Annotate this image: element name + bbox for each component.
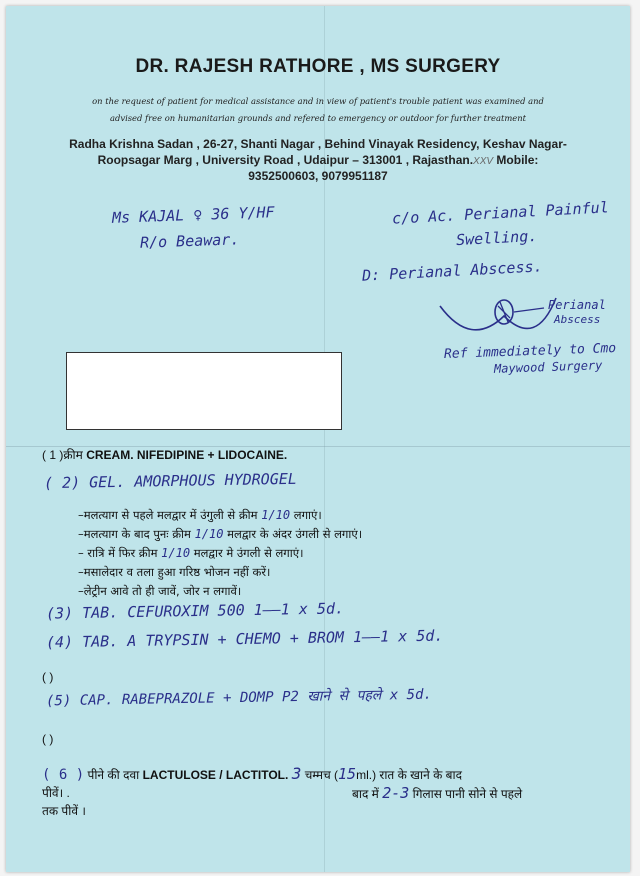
address-mobile-label: Mobile:	[496, 153, 539, 167]
tagline-line-1: on the request of patient for medical assistance and in view of patient's trouble patient was examined and	[92, 96, 544, 106]
complaint-line-1: c/o Ac. Perianal Painful	[391, 198, 610, 228]
address-line-1: Radha Krishna Sadan , 26-27, Shanti Nagar , Behind Vinayak Residency, Keshav Nagar-	[69, 137, 567, 151]
address-code: XXV	[473, 156, 494, 167]
instruction-line-4: –मसालेदार व तला हुआ गरिष्ठ भोजन नहीं करें।	[78, 565, 271, 579]
doctor-name: DR. RAJESH RATHORE , MS SURGERY	[135, 56, 501, 77]
instruction-line-1	[78, 508, 322, 523]
rx-item-6-drug: LACTULOSE / LACTITOL.	[142, 768, 289, 782]
rx-item-6-glasses: 2-3	[382, 784, 410, 802]
rx-item-1	[42, 446, 287, 463]
rx-item-1-prefix: क्रीम	[63, 448, 83, 462]
rx-item-6-ml: 15	[338, 765, 357, 783]
rx-item-6-text-g: तक पीवें ।	[42, 804, 86, 818]
instruction-line-5: –लेट्रीन आवे तो ही जावें, जोर न लगावें।	[78, 584, 242, 598]
rx-empty-slot-1: ( )	[42, 670, 54, 684]
rx-item-6-text-e: बाद में	[352, 787, 379, 801]
diagnosis: D: Perianal Abscess.	[361, 257, 543, 285]
rx-item-6-number: ( 6 )	[42, 767, 85, 783]
rx-item-4: (4) TAB. A TRYPSIN + CHEMO + BROM 1——1 x 5d.	[45, 626, 444, 652]
rx-item-6-text-d: पीवें। .	[42, 786, 70, 800]
patient-residence: R/o Beawar.	[139, 230, 240, 252]
rx-item-3: (3) TAB. CEFUROXIM 500 1——1 x 5d.	[45, 599, 345, 623]
instruction-1-start: –मलत्याग से पहले मलद्वार में उंगुली से क्रीम	[78, 508, 258, 522]
rx-item-1-text: CREAM. NIFEDIPINE + LIDOCAINE.	[86, 448, 288, 462]
stamp-box	[66, 352, 342, 430]
phone-numbers: 9352500603, 9079951187	[248, 169, 388, 183]
referral-line-2: Maywood Surgery	[493, 358, 603, 376]
instruction-line-2	[78, 527, 362, 542]
rx-empty-slot-2: ( )	[42, 732, 54, 746]
instruction-1-amount: 1/10	[261, 508, 291, 522]
patient-name: Ms KAJAL ♀ 36 Y/HF	[111, 203, 275, 227]
instruction-2-amount: 1/10	[194, 527, 224, 541]
rx-item-1-number: ( 1 )	[42, 448, 64, 462]
instruction-2-end: मलद्वार के अंदर उंगली से लगाएं।	[227, 527, 363, 541]
instruction-3-start: – रात्रि में फिर क्रीम	[78, 546, 158, 560]
rx-item-6-text-b: चम्मच (	[304, 768, 339, 782]
referral-line-1: Ref immediately to Cmo	[443, 340, 617, 363]
address-street: Roopsagar Marg , University Road , Udaipur – 313001 , Rajasthan.	[97, 153, 474, 167]
rx-item-6-line-2	[352, 784, 522, 802]
prescription-sheet	[6, 6, 630, 872]
rx-item-6-text-a: पीने की दवा	[87, 768, 140, 782]
tagline-line-2: advised free on humanitarian grounds and refered to emergency or outdoor for further treatment	[110, 113, 526, 123]
rx-item-6-text-f: गिलास पानी सोने से पहले	[412, 787, 523, 801]
rx-item-6-spoons: 3	[291, 764, 302, 783]
rx-item-6-text-c: ml.) रात के खाने के बाद	[356, 768, 462, 782]
instruction-3-amount: 1/10	[161, 546, 191, 560]
instruction-line-3	[78, 546, 303, 561]
rx-item-2: ( 2) GEL. AMORPHOUS HYDROGEL	[43, 469, 298, 493]
diagram-label-perianal: Perianal	[548, 298, 606, 312]
rx-item-6-line-1	[42, 764, 462, 783]
rx-item-5: (5) CAP. RABEPRAZOLE + DOMP P2 खाने से पहले x 5d.	[45, 686, 433, 710]
instruction-1-end: लगाएं।	[293, 508, 322, 522]
instruction-3-end: मलद्वार मे उंगली से लगाएं।	[193, 546, 304, 560]
perianal-diagram	[436, 286, 566, 346]
diagram-label-abscess: Abscess	[554, 313, 601, 326]
instruction-2-start: –मलत्याग के बाद पुनः क्रीम	[78, 527, 191, 541]
complaint-line-2: Swelling.	[455, 226, 538, 250]
